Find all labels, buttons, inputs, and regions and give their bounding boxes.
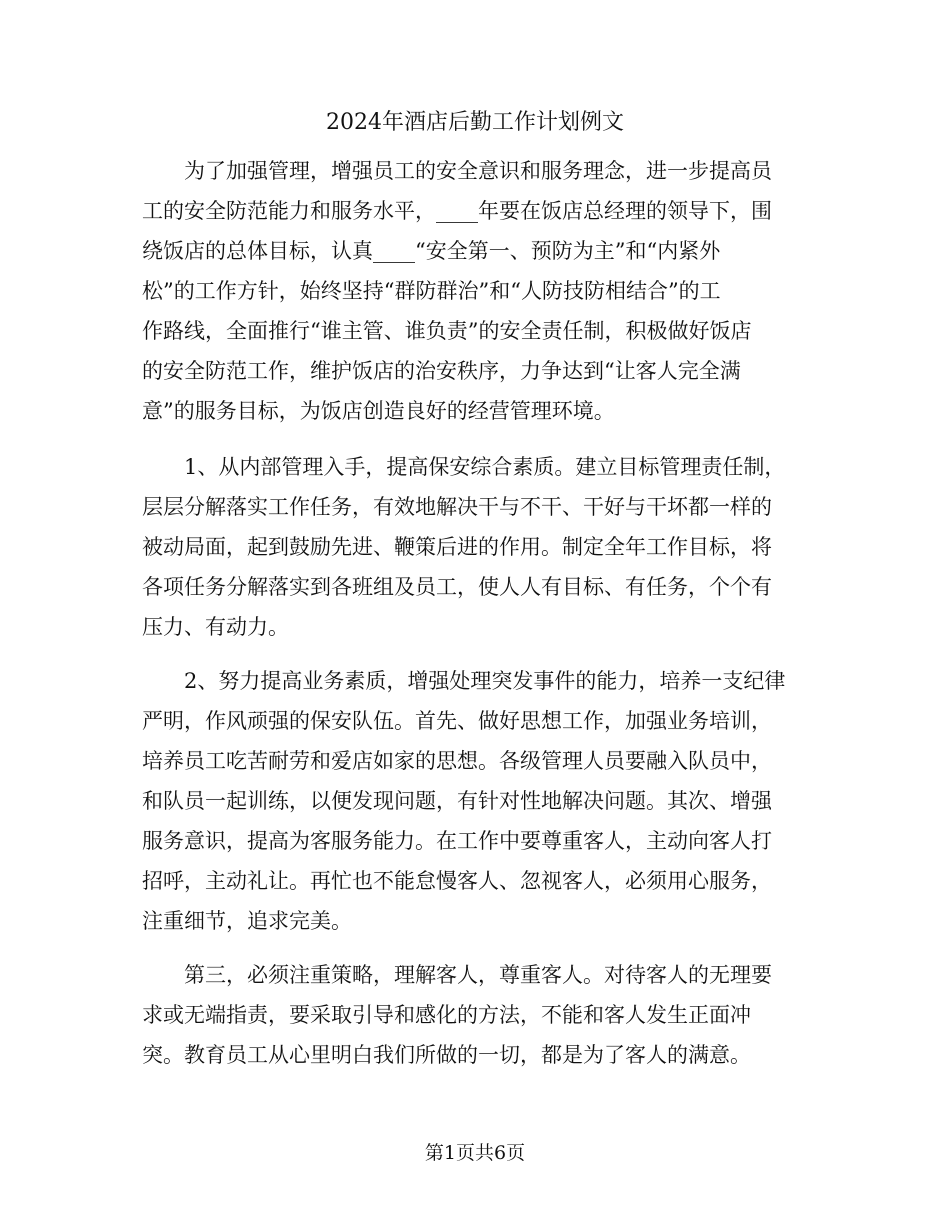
body-line: 层层分解落实工作任务，有效地解决干与不干、干好与干坏都一样的: [142, 495, 772, 519]
body-line: 作路线，全面推行“谁主管、谁负责”的安全责任制，积极做好饭店: [142, 319, 752, 343]
body-line: 和队员一起训练，以便发现问题，有针对性地解决问题。其次、增强: [142, 789, 772, 813]
body-line: 求或无端指责，要采取引导和感化的方法，不能和客人发生正面冲: [142, 1003, 751, 1027]
body-line: 松”的工作方针，始终坚持“群防群治”和“人防技防相结合”的工: [142, 279, 721, 303]
body-line: 绕饭店的总体目标，认真____“安全第一、预防为主”和“内紧外: [142, 239, 721, 263]
body-line: 服务意识，提高为客服务能力。在工作中要尊重客人，主动向客人打: [142, 829, 772, 853]
page-number-footer: 第1页共6页: [424, 1142, 526, 1164]
document-title: 2024年酒店后勤工作计划例文: [326, 110, 624, 135]
body-line: 为了加强管理，增强员工的安全意识和服务理念，进一步提高员: [142, 159, 772, 183]
body-line: 1、从内部管理入手，提高保安综合素质。建立目标管理责任制，: [142, 455, 786, 479]
body-line: 压力、有动力。: [142, 615, 289, 639]
body-line: 意”的服务目标，为饭店创造良好的经营管理环境。: [142, 399, 615, 423]
body-line: 被动局面，起到鼓励先进、鞭策后进的作用。制定全年工作目标，将: [142, 535, 772, 559]
body-line: 培养员工吃苦耐劳和爱店如家的思想。各级管理人员要融入队员中，: [142, 749, 772, 773]
body-line: 工的安全防范能力和服务水平，____年要在饭店总经理的领导下，围: [142, 199, 772, 223]
body-line: 的安全防范工作，维护饭店的治安秩序，力争达到“让客人完全满: [142, 359, 741, 383]
body-line: 招呼，主动礼让。再忙也不能怠慢客人、忽视客人，必须用心服务，: [142, 869, 772, 893]
body-line: 各项任务分解落实到各班组及员工，使人人有目标、有任务，个个有: [142, 575, 772, 599]
body-line: 2、努力提高业务素质，增强处理突发事件的能力，培养一支纪律: [142, 669, 786, 693]
body-line: 第三，必须注重策略，理解客人，尊重客人。对待客人的无理要: [142, 963, 772, 987]
body-line: 严明，作风顽强的保安队伍。首先、做好思想工作，加强业务培训，: [142, 709, 772, 733]
body-line: 突。教育员工从心里明白我们所做的一切，都是为了客人的满意。: [142, 1043, 751, 1067]
body-line: 注重细节，追求完美。: [142, 909, 352, 933]
